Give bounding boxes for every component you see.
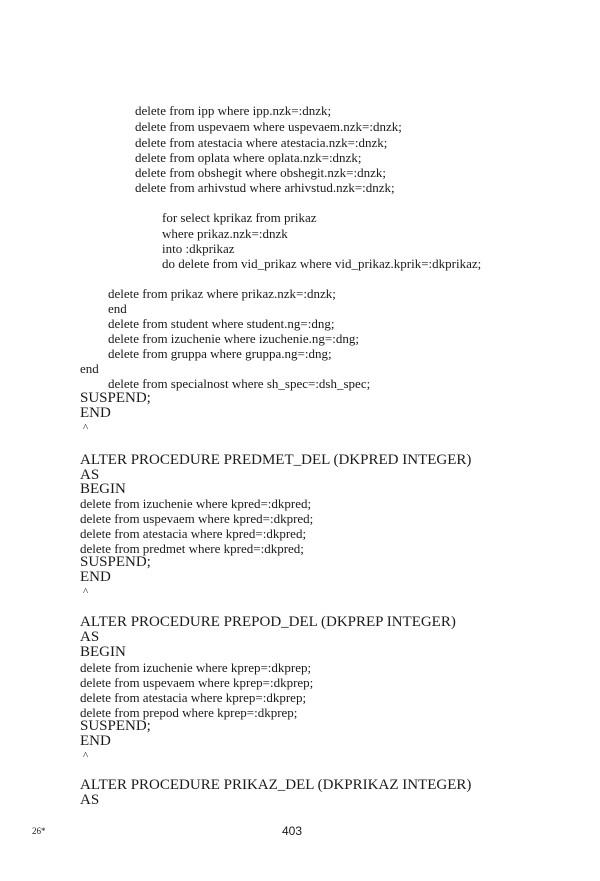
code-line: for select kprikaz from prikaz: [162, 210, 317, 225]
code-line: SUSPEND;: [80, 554, 151, 570]
code-line: END: [80, 569, 111, 585]
code-line: SUSPEND;: [80, 718, 151, 734]
code-line: into :dkprikaz: [162, 241, 235, 256]
code-line: delete from uspevaem where kpred=:dkpred;: [80, 511, 314, 526]
code-line: where prikaz.nzk=:dnzk: [162, 226, 288, 241]
code-line: AS: [80, 629, 100, 645]
code-line: delete from gruppa where gruppa.ng=:dng;: [108, 346, 332, 361]
code-line: ALTER PROCEDURE PREPOD_DEL (DKPREP INTEGER): [80, 614, 456, 630]
code-line: delete from atestacia where kprep=:dkprep;: [80, 690, 307, 705]
code-line: delete from uspevaem where kprep=:dkprep;: [80, 675, 314, 690]
code-line: delete from predmet where kpred=:dkpred;: [80, 541, 304, 556]
signature-mark: 26*: [32, 826, 46, 836]
code-line: delete from obshegit where obshegit.nzk=:dnzk;: [135, 165, 387, 180]
code-line: delete from specialnost where sh_spec=:dsh_spec;: [108, 376, 371, 391]
code-line: delete from atestacia where kpred=:dkpred;: [80, 526, 307, 541]
code-line: ALTER PROCEDURE PRIKAZ_DEL (DKPRIKAZ INTEGER): [80, 777, 472, 793]
code-line: END: [80, 733, 111, 749]
code-line: SUSPEND;: [80, 390, 151, 406]
code-line: delete from izuchenie where kprep=:dkprep;: [80, 660, 312, 675]
code-line: END: [80, 405, 111, 421]
code-line: delete from ipp where ipp.nzk=:dnzk;: [135, 103, 332, 118]
code-line: BEGIN: [80, 644, 126, 660]
code-line: ^: [83, 586, 89, 598]
code-line: AS: [80, 792, 100, 808]
code-line: delete from prikaz where prikaz.nzk=:dnzk;: [108, 286, 336, 301]
code-line: do delete from vid_prikaz where vid_prikaz.kprik=:dkprikaz;: [162, 256, 482, 271]
code-line: delete from student where student.ng=:dng;: [108, 316, 335, 331]
code-line: delete from izuchenie where kpred=:dkpred;: [80, 496, 312, 511]
code-line: AS: [80, 467, 100, 483]
code-line: ALTER PROCEDURE PREDMET_DEL (DKPRED INTEGER): [80, 452, 472, 468]
code-line: delete from uspevaem where uspevaem.nzk=:dnzk;: [135, 119, 402, 134]
code-line: delete from izuchenie where izuchenie.ng=:dng;: [108, 331, 359, 346]
code-line: delete from atestacia where atestacia.nzk=:dnzk;: [135, 135, 388, 150]
code-line: end: [80, 361, 99, 376]
code-line: ^: [83, 422, 89, 434]
code-line: delete from oplata where oplata.nzk=:dnzk;: [135, 150, 362, 165]
code-line: BEGIN: [80, 481, 126, 497]
code-line: end: [108, 301, 127, 316]
code-line: ^: [83, 750, 89, 762]
code-line: delete from prepod where kprep=:dkprep;: [80, 705, 298, 720]
code-line: delete from arhivstud where arhivstud.nzk=:dnzk;: [135, 180, 395, 195]
page-number: 403: [282, 824, 303, 838]
